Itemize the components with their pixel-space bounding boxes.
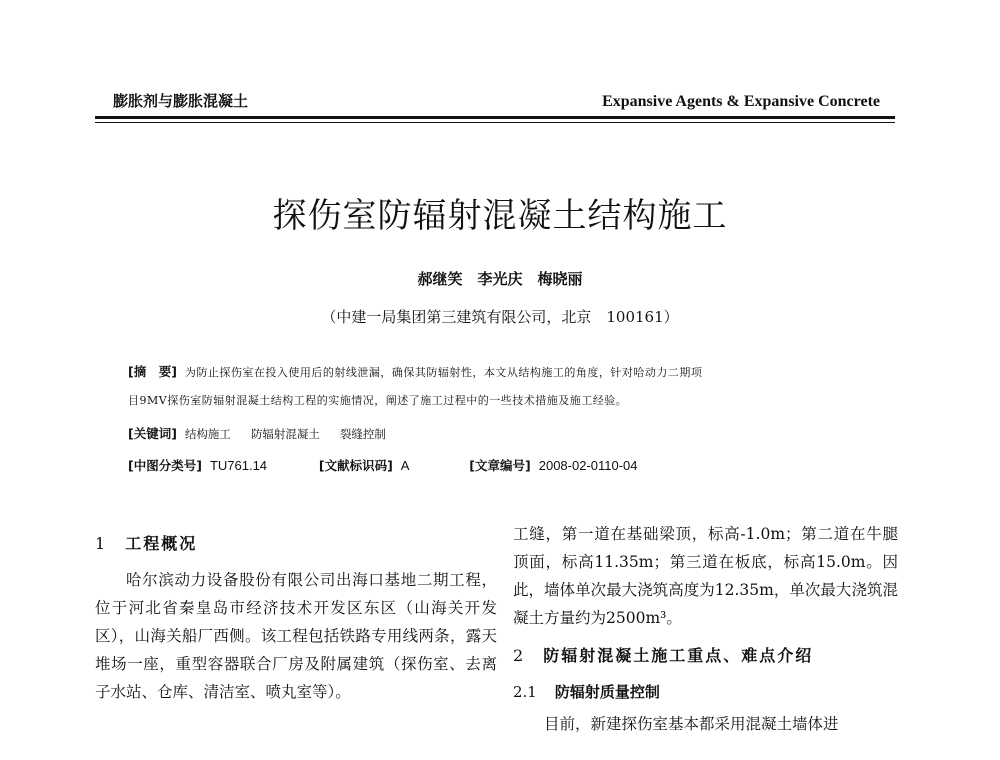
section-2-title: 防辐射混凝土施工重点、难点介绍 bbox=[543, 646, 814, 665]
running-header-left: 膨胀剂与膨胀混凝土 bbox=[113, 92, 249, 110]
section-2-heading bbox=[513, 642, 898, 670]
header-rule-thin bbox=[95, 122, 895, 123]
left-column bbox=[95, 520, 497, 706]
abstract-line-1 bbox=[128, 362, 702, 380]
keyword-item: 裂缝控制 bbox=[339, 427, 386, 441]
keywords-label: [关键词] bbox=[128, 426, 177, 441]
section-2-1-heading bbox=[513, 678, 898, 706]
paper-authors: 郝继笑 李光庆 梅晓丽 bbox=[417, 270, 583, 288]
keyword-item: 结构施工 bbox=[184, 427, 231, 441]
paper-title: 探伤室防辐射混凝土结构施工 bbox=[272, 196, 728, 236]
section-2-1-title: 防辐射质量控制 bbox=[554, 683, 660, 701]
keyword-item: 防辐射混凝土 bbox=[250, 427, 320, 441]
abstract-text-2: 目9MV探伤室防辐射混凝土结构工程的实施情况，阐述了施工过程中的一些技术措施及施工经验。 bbox=[128, 394, 628, 407]
doc-code-value: A bbox=[400, 458, 410, 473]
section-2-number: 2 bbox=[513, 646, 526, 665]
right-column bbox=[513, 520, 898, 738]
paper-affiliation: （中建一局集团第三建筑有限公司，北京 100161） bbox=[321, 308, 679, 326]
article-id-value: 2008-02-0110-04 bbox=[538, 458, 638, 473]
right-column-paragraph: 工缝，第一道在基础梁顶，标高-1.0m；第二道在牛腿顶面，标高11.35m；第三道在板底，标高15.0m。因此，墙体单次最大浇筑高度为12.35m，单次最大浇筑混凝土方量约为2500m³。 bbox=[513, 525, 898, 627]
running-header-right: Expansive Agents & Expansive Concrete bbox=[602, 93, 880, 110]
abstract-text-1: 为防止探伤室在投入使用后的射线泄漏，确保其防辐射性，本文从结构施工的角度，针对哈动力二期项 bbox=[184, 366, 703, 379]
abstract-line-2 bbox=[128, 392, 627, 408]
classification-line bbox=[128, 456, 638, 474]
section-2-1-paragraph: 目前，新建探伤室基本都采用混凝土墙体进 bbox=[544, 715, 839, 733]
article-id-label: [文章编号] bbox=[469, 458, 531, 473]
section-1-heading bbox=[95, 530, 497, 558]
clc-label: [中图分类号] bbox=[128, 458, 202, 473]
abstract-label: [摘 要] bbox=[128, 364, 177, 379]
section-2-1-number: 2.1 bbox=[513, 683, 537, 701]
clc-value: TU761.14 bbox=[209, 458, 268, 473]
keywords-line bbox=[128, 424, 406, 442]
doc-code-label: [文献标识码] bbox=[318, 458, 393, 473]
section-1-title: 工程概况 bbox=[125, 534, 198, 553]
section-1-number: 1 bbox=[95, 534, 108, 553]
section-1-paragraph: 哈尔滨动力设备股份有限公司出海口基地二期工程，位于河北省秦皇岛市经济技术开发区东区（山海关开发区），山海关船厂西侧。该工程包括铁路专用线两条，露天堆场一座，重型容器联合厂房及附属建筑（探伤室、去离子水站、仓库、清洁室、喷丸室等）。 bbox=[95, 571, 497, 701]
header-rule-thick bbox=[95, 116, 895, 119]
